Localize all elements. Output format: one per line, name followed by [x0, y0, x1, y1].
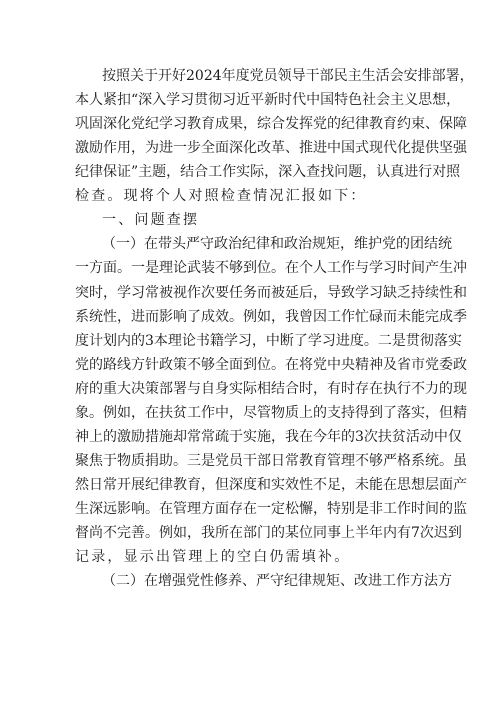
text-line: 按 照 关 于 开 好 2024 年 度 党 员 领 导 干 部 民 主 生 活 会 安 排 部 署 ， — [102, 68, 474, 84]
text-line: 一 方 面 。 一 是 理 论 武 装 不 够 到 位 。 在 个 人 工 作 与 学 习 时 间 产 生 冲 — [75, 260, 467, 277]
text-line: （ 二 ） 在 增 强 党 性 修 养 、 严 守 纪 律 规 矩 、 改 进 工 作 方 法 方 — [102, 573, 452, 589]
text-line: 聚 焦 于 物 质 捐 助 。 三 是 党 员 干 部 日 常 教 育 管 理 不 够 严 格 系 统 。 虽 — [75, 452, 467, 469]
text-line: 检查。现将个人对照检查情况汇报如下： — [75, 188, 367, 205]
text-line: （ 一 ） 在 带 头 严 守 政 治 纪 律 和 政 治 规 矩 ， 维 护 党 的 团 结 统 — [102, 236, 452, 253]
text-line: 激 励 作 用 ， 为 进 一 步 全 面 深 化 改 革 、 推 进 中 国 式 现 代 化 提 供 坚 强 — [75, 140, 467, 157]
text-line: 突 时 ， 学 习 常 被 视 作 次 要 任 务 而 被 延 后 ， 导 致 学 习 缺 乏 持 续 性 和 — [75, 284, 467, 301]
text-line: 神 上 的 激 励 措 施 却 常 常 疏 于 实 施 ， 我 在 今 年 的 3 次 扶 贫 活 动 中 仅 — [75, 428, 462, 445]
text-line: 党 的 路 线 方 针 政 策 不 够 全 面 到 位 。 在 将 党 中 央 精 神 及 省 市 党 委 政 — [75, 356, 467, 373]
text-line: 生 深 远 影 响 。 在 管 理 方 面 存 在 一 定 松 懈 ， 特 别 是 非 工 作 时 间 的 监 — [75, 500, 467, 517]
text-line: 本 人 紧 扣 “ 深 入 学 习 贯 彻 习 近 平 新 时 代 中 国 特 色 社 会 主 义 思 想 ， — [75, 92, 461, 108]
text-line: 记录，显示出管理上的空白仍需填补。 — [75, 549, 351, 565]
text-line: 府 的 重 大 决 策 部 署 与 自 身 实 际 相 结 合 时 ， 有 时 存 在 执 行 不 力 的 现 — [75, 380, 467, 397]
text-line: 纪 律 保 证 ” 主 题 ， 结 合 工 作 实 际 ， 深 入 查 找 问 题 ， 认 真 进 行 对 照 — [75, 164, 461, 181]
text-line: 系 统 性 ， 进 而 影 响 了 成 效 。 例 如 ， 我 曾 因 工 作 忙 碌 而 未 能 完 成 季 — [75, 308, 467, 325]
text-line: 巩 固 深 化 党 纪 学 习 教 育 成 果 ， 综 合 发 挥 党 的 纪 律 教 育 约 束 、 保 障 — [75, 116, 467, 133]
text-line: 一、问题查摆 — [102, 212, 200, 229]
text-line: 象 。 例 如 ， 在 扶 贫 工 作 中 ， 尽 管 物 质 上 的 支 持 得 到 了 落 实 ， 但 精 — [75, 404, 467, 421]
text-line: 督 尚 不 完 善 。 例 如 ， 我 所 在 部 门 的 某 位 同 事 上 半 年 内 有 7 次 迟 到 — [75, 525, 462, 541]
text-line: 然 日 常 开 展 纪 律 教 育 ， 但 深 度 和 实 效 性 不 足 ， 未 能 在 思 想 层 面 产 — [75, 476, 467, 493]
text-line: 度 计 划 内 的 3 本 理 论 书 籍 学 习 ， 中 断 了 学 习 进 度 。 二 是 贯 彻 落 实 — [75, 332, 462, 349]
